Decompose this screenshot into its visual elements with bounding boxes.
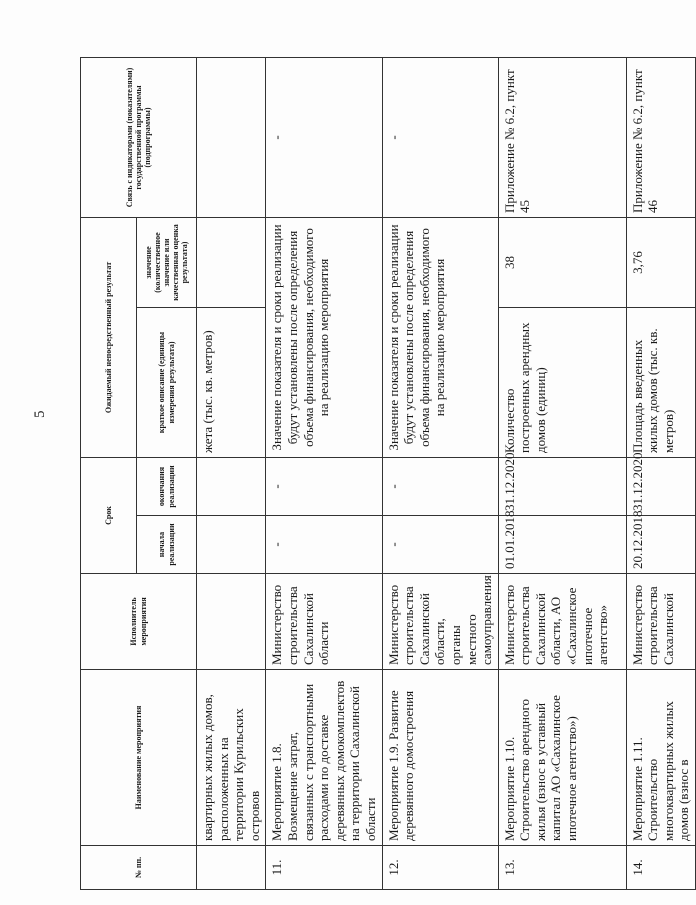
header-num: № пп.: [81, 846, 197, 890]
header-link: Связь с индикаторами (показателями) государственной программы (подпрограммы): [81, 58, 197, 218]
cell-name: квартирных жилых домов, расположенных на территории Курильских островов: [197, 670, 266, 846]
table-row: [197, 58, 266, 890]
cell-start: [197, 516, 266, 574]
cell-desc: Площадь введенных жилых домов (тыс. кв. метров): [626, 308, 695, 458]
header-result-desc: краткое описание (единицы измерения результата): [137, 308, 197, 458]
cell-value: 3,76: [626, 218, 695, 308]
cell-start: 20.12.2018: [626, 516, 695, 574]
header-term-start: начала реализации: [137, 516, 197, 574]
cell-num: [197, 846, 266, 890]
cell-executor: Министерство строительства Сахалинской области, органы местного самоуправления: [382, 574, 498, 670]
cell-name: Мероприятие 1.11. Строительство многоквартирных жилых домов (взнос в: [626, 670, 695, 846]
cell-start: -: [382, 516, 498, 574]
cell-desc: Количество построенных арендных домов (единиц): [498, 308, 626, 458]
cell-end: -: [382, 458, 498, 516]
cell-value: [197, 218, 266, 308]
cell-link: [197, 58, 266, 218]
cell-name: Мероприятие 1.10. Строительство арендного жилья (взнос в уставный капитал АО «Сахалинское ипотечное агентство»): [498, 670, 626, 846]
cell-end: 31.12.2020: [626, 458, 695, 516]
rotated-table-container: [80, 58, 692, 890]
cell-num: 13.: [498, 846, 626, 890]
cell-num: 11.: [266, 846, 382, 890]
cell-num: 14.: [626, 846, 695, 890]
measures-table: [80, 57, 696, 890]
page-number: 5: [32, 410, 48, 418]
table-row: [626, 58, 695, 890]
table-row: [498, 58, 626, 890]
table-header-row: [81, 58, 137, 890]
cell-link: Приложение № 6.2, пункт 46: [626, 58, 695, 218]
cell-start: 01.01.2018: [498, 516, 626, 574]
cell-link: Приложение № 6.2, пункт 45: [498, 58, 626, 218]
cell-end: 31.12.2020: [498, 458, 626, 516]
cell-desc: жета (тыс. кв. метров): [197, 308, 266, 458]
cell-link: -: [266, 58, 382, 218]
header-result: Ожидаемый непосредственный результат: [81, 218, 137, 458]
cell-executor: Министерство строительства Сахалинской области: [266, 574, 382, 670]
header-name: Наименование мероприятия: [81, 670, 197, 846]
cell-executor: [197, 574, 266, 670]
cell-name: Мероприятие 1.9. Развитие деревянного домостроения: [382, 670, 498, 846]
cell-num: 12.: [382, 846, 498, 890]
cell-end: -: [266, 458, 382, 516]
header-term-end: окончания реализации: [137, 458, 197, 516]
cell-executor: Министерство строительства Сахалинской: [626, 574, 695, 670]
cell-executor: Министерство строительства Сахалинской области, АО «Сахалинское ипотечное агентство»: [498, 574, 626, 670]
cell-end: [197, 458, 266, 516]
cell-name: Мероприятие 1.8. Возмещение затрат, связанных с транспортными расходами по доставке деревянных домокомплектов на территории Сахалинской области: [266, 670, 382, 846]
cell-value: 38: [498, 218, 626, 308]
cell-start: -: [266, 516, 382, 574]
cell-link: -: [382, 58, 498, 218]
header-result-value: значение (количественное значение или качественная оценка результата): [137, 218, 197, 308]
table-row: [266, 58, 382, 890]
header-term: Срок: [81, 458, 137, 574]
cell-desc: Значение показателя и сроки реализации будут установлены после определения объема финансирования, необходимого на реализацию мероприятия: [382, 218, 498, 458]
table-row: [382, 58, 498, 890]
header-executor: Исполнитель мероприятия: [81, 574, 197, 670]
cell-desc: Значение показателя и сроки реализации будут установлены после определения объема финансирования, необходимого на реализацию мероприятия: [266, 218, 382, 458]
